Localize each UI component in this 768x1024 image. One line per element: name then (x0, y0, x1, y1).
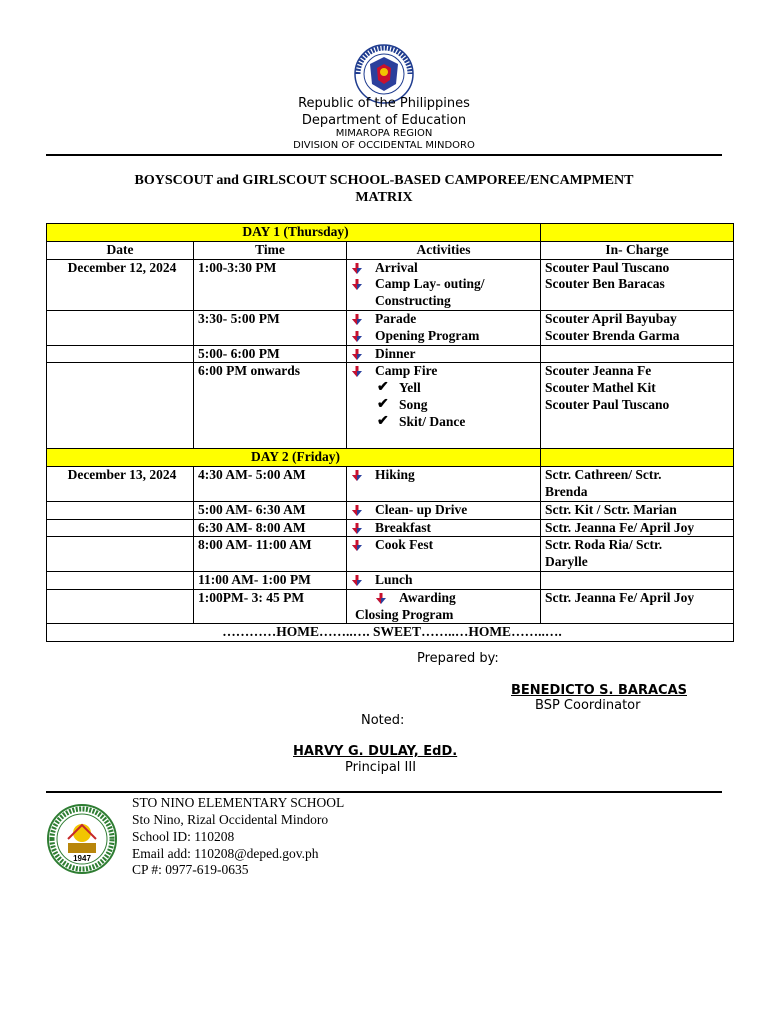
table-row (47, 467, 734, 502)
arrow-bullet-icon (351, 349, 363, 361)
incharge-cell (541, 363, 734, 449)
date-cell: December 12, 2024 (47, 259, 194, 310)
date-cell (47, 519, 194, 537)
activities-cell (347, 467, 541, 502)
col-header-incharge: In- Charge (541, 241, 734, 259)
activity-item: Breakfast (351, 520, 540, 537)
logo-year-text: 1947 (73, 854, 91, 863)
footer-phone: CP #: 0977-619-0635 (132, 862, 249, 877)
incharge-cell (541, 501, 734, 519)
school-seal-logo (46, 803, 118, 875)
incharge-name: Scouter Jeanna Fe (545, 363, 652, 379)
noted-label: Noted: (361, 713, 405, 728)
sub-activity-item: ✔ Song (377, 396, 428, 412)
col-header-date: Date (47, 241, 194, 259)
bsp-coordinator-role: BSP Coordinator (535, 698, 641, 713)
activities-cell (347, 571, 541, 589)
table-row (47, 519, 734, 537)
activities-cell (347, 537, 541, 572)
footer-address: Sto Nino, Rizal Occidental Mindoro (132, 812, 329, 827)
region-line: MIMAROPA REGION (335, 128, 433, 139)
header-divider (46, 154, 722, 156)
col-header-activities: Activities (347, 241, 541, 259)
incharge-name: Scouter Ben Baracas (545, 276, 665, 292)
activities-cell (347, 310, 541, 345)
document-title: BOYSCOUT and GIRLSCOUT SCHOOL-BASED CAMPOREE/ENCAMPMENT (134, 173, 634, 188)
incharge-name: Scouter Paul Tuscano (545, 396, 670, 412)
arrow-bullet-icon (351, 470, 363, 482)
time-cell: 11:00 AM- 1:00 PM (194, 571, 347, 589)
activity-item: Arrival (351, 260, 540, 277)
arrow-bullet-icon (375, 593, 387, 605)
table-row (47, 345, 734, 363)
incharge-name: Sctr. Jeanna Fe/ April Joy (545, 519, 695, 535)
table-row (47, 589, 734, 624)
incharge-name: Scouter Paul Tuscano (545, 259, 670, 275)
incharge-cell (541, 537, 734, 572)
date-cell (47, 310, 194, 345)
day1-label-blank (541, 224, 734, 242)
closing-text: …………HOME……..…. SWEET……..…HOME……..…. (47, 624, 734, 642)
col-header-time: Time (194, 241, 347, 259)
activities-cell (347, 259, 541, 310)
day2-label: DAY 2 (Friday) (47, 449, 541, 467)
date-cell (47, 537, 194, 572)
incharge-name: Scouter Mathel Kit (545, 380, 656, 396)
arrow-bullet-icon (351, 263, 363, 275)
activity-item: Camp Lay- outing/ (351, 276, 540, 293)
camporee-matrix-table (46, 223, 734, 642)
sub-activity-item: ✔ Yell (377, 380, 421, 396)
arrow-bullet-icon (351, 314, 363, 326)
time-cell: 6:30 AM- 8:00 AM (194, 519, 347, 537)
activity-item: Clean- up Drive (351, 502, 540, 519)
incharge-cell (541, 589, 734, 624)
date-cell (47, 571, 194, 589)
activities-cell (347, 345, 541, 363)
time-cell: 5:00- 6:00 PM (194, 345, 347, 363)
day1-label: DAY 1 (Thursday) (47, 224, 541, 242)
division-line: DIVISION OF OCCIDENTAL MINDORO (293, 140, 475, 151)
incharge-name: Scouter Brenda Garma (545, 327, 680, 343)
arrow-bullet-icon (351, 331, 363, 343)
principal-name: HARVY G. DULAY, EdD. (293, 744, 458, 759)
date-cell (47, 589, 194, 624)
footer-school-name: STO NINO ELEMENTARY SCHOOL (132, 795, 345, 810)
activities-cell (347, 589, 541, 624)
incharge-cell (541, 467, 734, 502)
arrow-bullet-icon (351, 523, 363, 535)
day2-label-blank (541, 449, 734, 467)
activity-item: Lunch (351, 572, 540, 589)
arrow-bullet-icon (351, 366, 363, 378)
arrow-bullet-icon (351, 540, 363, 552)
document-title-line2: MATRIX (355, 190, 413, 205)
incharge-name: Scouter April Bayubay (545, 310, 677, 326)
checkmark-icon: ✔ (377, 413, 389, 429)
activities-cell (347, 501, 541, 519)
activities-cell (347, 519, 541, 537)
closing-row (47, 624, 734, 642)
incharge-name: Sctr. Roda Ria/ Sctr. (545, 537, 663, 553)
table-row (47, 501, 734, 519)
incharge-cell (541, 571, 734, 589)
incharge-name: Sctr. Kit / Sctr. Marian (545, 501, 677, 517)
sub-activity-item: ✔ Skit/ Dance (377, 413, 466, 429)
date-cell (47, 363, 194, 449)
time-cell: 1:00-3:30 PM (194, 259, 347, 310)
time-cell: 5:00 AM- 6:30 AM (194, 501, 347, 519)
time-cell: 1:00PM- 3: 45 PM (194, 589, 347, 624)
activity-item-continued: Closing Program (355, 606, 454, 622)
activity-item: Parade (351, 311, 540, 328)
time-cell: 8:00 AM- 11:00 AM (194, 537, 347, 572)
incharge-name: Sctr. Jeanna Fe/ April Joy (545, 589, 695, 605)
time-cell: 3:30- 5:00 PM (194, 310, 347, 345)
table-row (47, 259, 734, 310)
column-header-row (47, 241, 734, 259)
department-line: Department of Education (301, 113, 467, 128)
checkmark-icon: ✔ (377, 396, 389, 412)
activity-item: Cook Fest (351, 537, 540, 554)
republic-line: Republic of the Philippines (298, 96, 470, 111)
arrow-bullet-icon (351, 279, 363, 291)
checkmark-icon: ✔ (377, 380, 389, 396)
incharge-cell (541, 310, 734, 345)
table-row (47, 571, 734, 589)
activity-item: Hiking (351, 467, 540, 484)
incharge-name: Darylle (545, 554, 588, 570)
table-row (47, 363, 734, 449)
table-row (47, 310, 734, 345)
table-row (47, 537, 734, 572)
footer-email: Email add: 110208@deped.gov.ph (132, 846, 319, 861)
arrow-bullet-icon (351, 505, 363, 517)
bsp-coordinator-name: BENEDICTO S. BARACAS (511, 683, 687, 698)
date-cell (47, 501, 194, 519)
activity-item-continued: Constructing (375, 293, 451, 309)
date-cell: December 13, 2024 (47, 467, 194, 502)
time-cell: 6:00 PM onwards (194, 363, 347, 449)
activity-item: Camp Fire (351, 363, 540, 380)
arrow-bullet-icon (351, 575, 363, 587)
incharge-name: Brenda (545, 483, 588, 499)
time-cell: 4:30 AM- 5:00 AM (194, 467, 347, 502)
incharge-cell (541, 345, 734, 363)
activity-item: Dinner (351, 346, 540, 363)
activity-item: Awarding (375, 590, 540, 607)
prepared-by-label: Prepared by: (417, 651, 499, 666)
incharge-name: Sctr. Cathreen/ Sctr. (545, 467, 662, 483)
principal-role: Principal III (345, 760, 417, 775)
footer-school-id: School ID: 110208 (132, 829, 235, 844)
activities-cell (347, 363, 541, 449)
incharge-cell (541, 259, 734, 310)
deped-seal-logo (354, 44, 414, 104)
date-cell (47, 345, 194, 363)
activity-item: Opening Program (351, 328, 540, 345)
footer-divider (46, 791, 722, 793)
day1-header-row (47, 224, 734, 242)
day2-header-row (47, 449, 734, 467)
incharge-cell (541, 519, 734, 537)
